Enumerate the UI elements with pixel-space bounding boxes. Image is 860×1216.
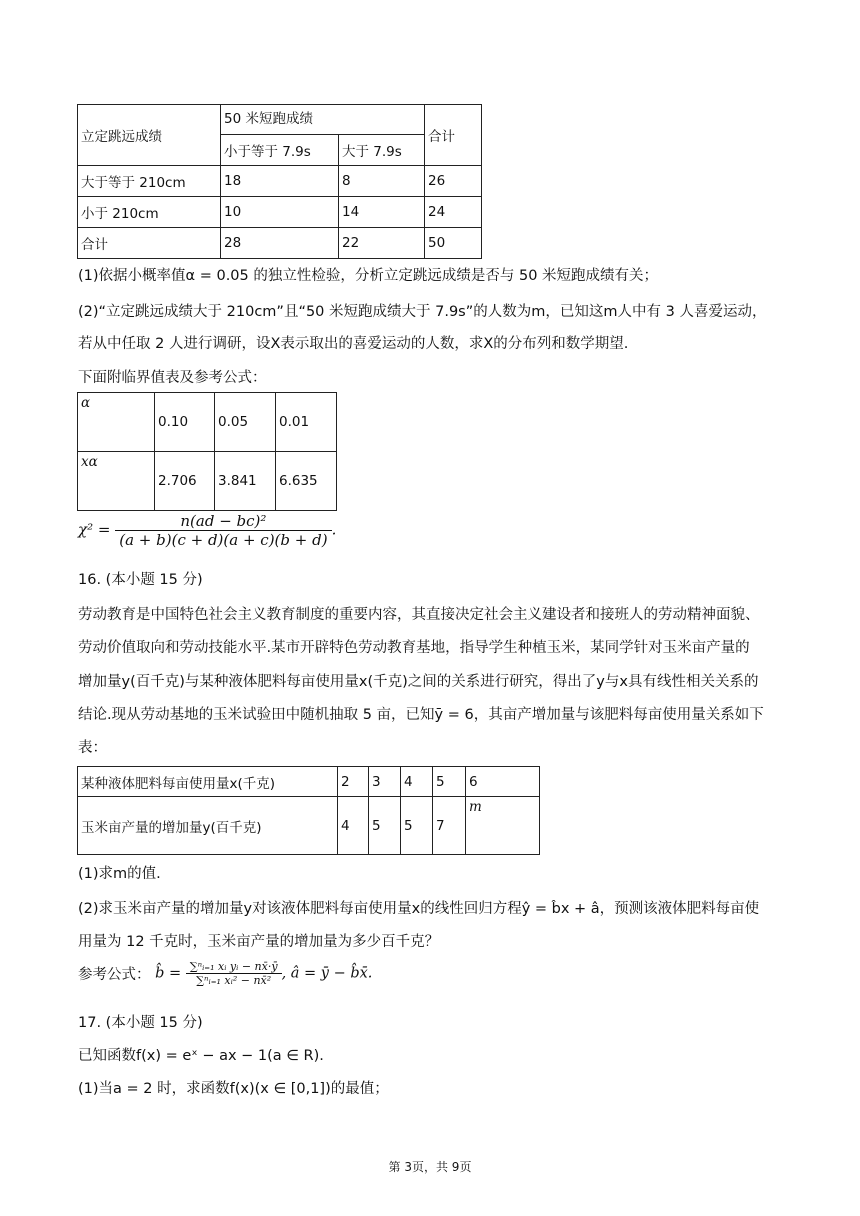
q16-part1: (1)求m的值. <box>78 866 161 882</box>
q16-ref-formula <box>78 960 372 987</box>
q15-part2-line1: (2)“立定跳远成绩大于 210cm”且“50 米短跑成绩大于 7.9s”的人数为m，已知这m人中有 3 人喜爱运动， <box>78 304 767 320</box>
table1-corner-label: 立定跳远成绩 <box>78 105 221 166</box>
q16-header: 16. (本小题 15 分) <box>78 572 203 588</box>
b-hat-fraction <box>186 960 282 987</box>
q15-ref-title: 下面附临界值表及参考公式： <box>78 370 267 386</box>
y-value-m: m <box>466 797 540 855</box>
chi-square-formula <box>78 512 336 549</box>
q16-line: 表： <box>78 740 107 756</box>
alpha-value: 0.05 <box>215 393 276 452</box>
alpha-value: 0.10 <box>155 393 215 452</box>
q16-part2-line1: (2)求玉米亩产量的增加量y对该液体肥料每亩使用量x的线性回归方程ŷ = b̂x + â，预测该液体肥料每亩使 <box>78 901 760 917</box>
critical-value-table <box>77 392 337 511</box>
score-table <box>77 104 482 259</box>
q16-line: 结论.现从劳动基地的玉米试验田中随机抽取 5 亩，已知ȳ = 6，其亩产增加量与该肥料每亩使用量关系如下 <box>78 707 764 723</box>
cell: 14 <box>339 197 425 228</box>
y-value: 4 <box>338 797 369 855</box>
q16-line: 劳动价值取向和劳动技能水平.某市开辟特色劳动教育基地，指导学生种植玉米，某同学针对玉米亩产量的 <box>78 640 750 656</box>
x-value: 4 <box>401 767 433 797</box>
x-value: 3 <box>369 767 401 797</box>
q17-line1: 已知函数f(x) = eˣ − ax − 1(a ∈ R). <box>78 1048 324 1064</box>
y-value: 5 <box>369 797 401 855</box>
q16-part2-line2: 用量为 12 千克时，玉米亩产量的增加量为多少百千克？ <box>78 934 440 950</box>
x-alpha-label: xα <box>78 452 155 511</box>
x-value: 2 <box>338 767 369 797</box>
x-alpha-value: 2.706 <box>155 452 215 511</box>
cell: 28 <box>221 228 339 259</box>
table-row <box>78 228 482 259</box>
page-footer: 第 3页，共 9页 <box>388 1160 472 1174</box>
q15-part1: (1)依据小概率值α = 0.05 的独立性检验，分析立定跳远成绩是否与 50 米短跑成绩有关； <box>78 268 659 284</box>
q16-line: 劳动教育是中国特色社会主义教育制度的重要内容，其直接决定社会主义建设者和接班人的劳动精神面貌、 <box>78 607 760 623</box>
b-hat-lhs: b̂ = <box>155 965 182 982</box>
x-alpha-value: 3.841 <box>215 452 276 511</box>
table-row <box>78 197 482 228</box>
alpha-label: α <box>78 393 155 452</box>
chi-denominator: (a + b)(c + d)(a + c)(b + d) <box>119 531 328 549</box>
x-row-label: 某种液体肥料每亩使用量x(千克) <box>78 767 338 797</box>
x-alpha-value: 6.635 <box>276 452 337 511</box>
chi-numerator: n(ad − bc)² <box>115 512 331 531</box>
cell: 18 <box>221 166 339 197</box>
table1-group-header: 50 米短跑成绩 <box>221 105 425 135</box>
cell: 10 <box>221 197 339 228</box>
b-numerator: ∑ⁿᵢ₌₁ xᵢ yᵢ − nx̄·ȳ <box>186 960 282 974</box>
table1-subcol1: 小于等于 7.9s <box>221 135 339 166</box>
y-value: 7 <box>433 797 466 855</box>
cell: 8 <box>339 166 425 197</box>
ref-label: 参考公式： <box>78 967 151 983</box>
chi-end: . <box>331 520 337 539</box>
row-label: 大于等于 210cm <box>78 166 221 197</box>
fertilizer-table <box>77 766 540 855</box>
cell: 24 <box>425 197 482 228</box>
cell: 22 <box>339 228 425 259</box>
q16-line: 增加量y(百千克)与某种液体肥料每亩使用量x(千克)之间的关系进行研究，得出了y与x具有线性相关关系的 <box>78 674 759 690</box>
b-denominator: ∑ⁿᵢ₌₁ xᵢ² − nx̄² <box>196 974 272 987</box>
table1-subcol2: 大于 7.9s <box>339 135 425 166</box>
row-label: 小于 210cm <box>78 197 221 228</box>
x-value: 6 <box>466 767 540 797</box>
x-value: 5 <box>433 767 466 797</box>
cell: 50 <box>425 228 482 259</box>
y-row-label: 玉米亩产量的增加量y(百千克) <box>78 797 338 855</box>
chi-lhs: χ² = <box>78 520 111 539</box>
alpha-value: 0.01 <box>276 393 337 452</box>
table1-total-header: 合计 <box>425 105 482 166</box>
table-row <box>78 166 482 197</box>
y-value: 5 <box>401 797 433 855</box>
q17-part1: (1)当a = 2 时，求函数f(x)(x ∈ [0,1])的最值； <box>78 1081 389 1097</box>
row-label: 合计 <box>78 228 221 259</box>
cell: 26 <box>425 166 482 197</box>
chi-fraction <box>115 512 331 549</box>
a-hat-formula: , â = ȳ − b̂x̄. <box>281 965 373 982</box>
q17-header: 17. (本小题 15 分) <box>78 1015 203 1031</box>
q15-part2-line2: 若从中任取 2 人进行调研，设X表示取出的喜爱运动的人数，求X的分布列和数学期望. <box>78 336 629 352</box>
